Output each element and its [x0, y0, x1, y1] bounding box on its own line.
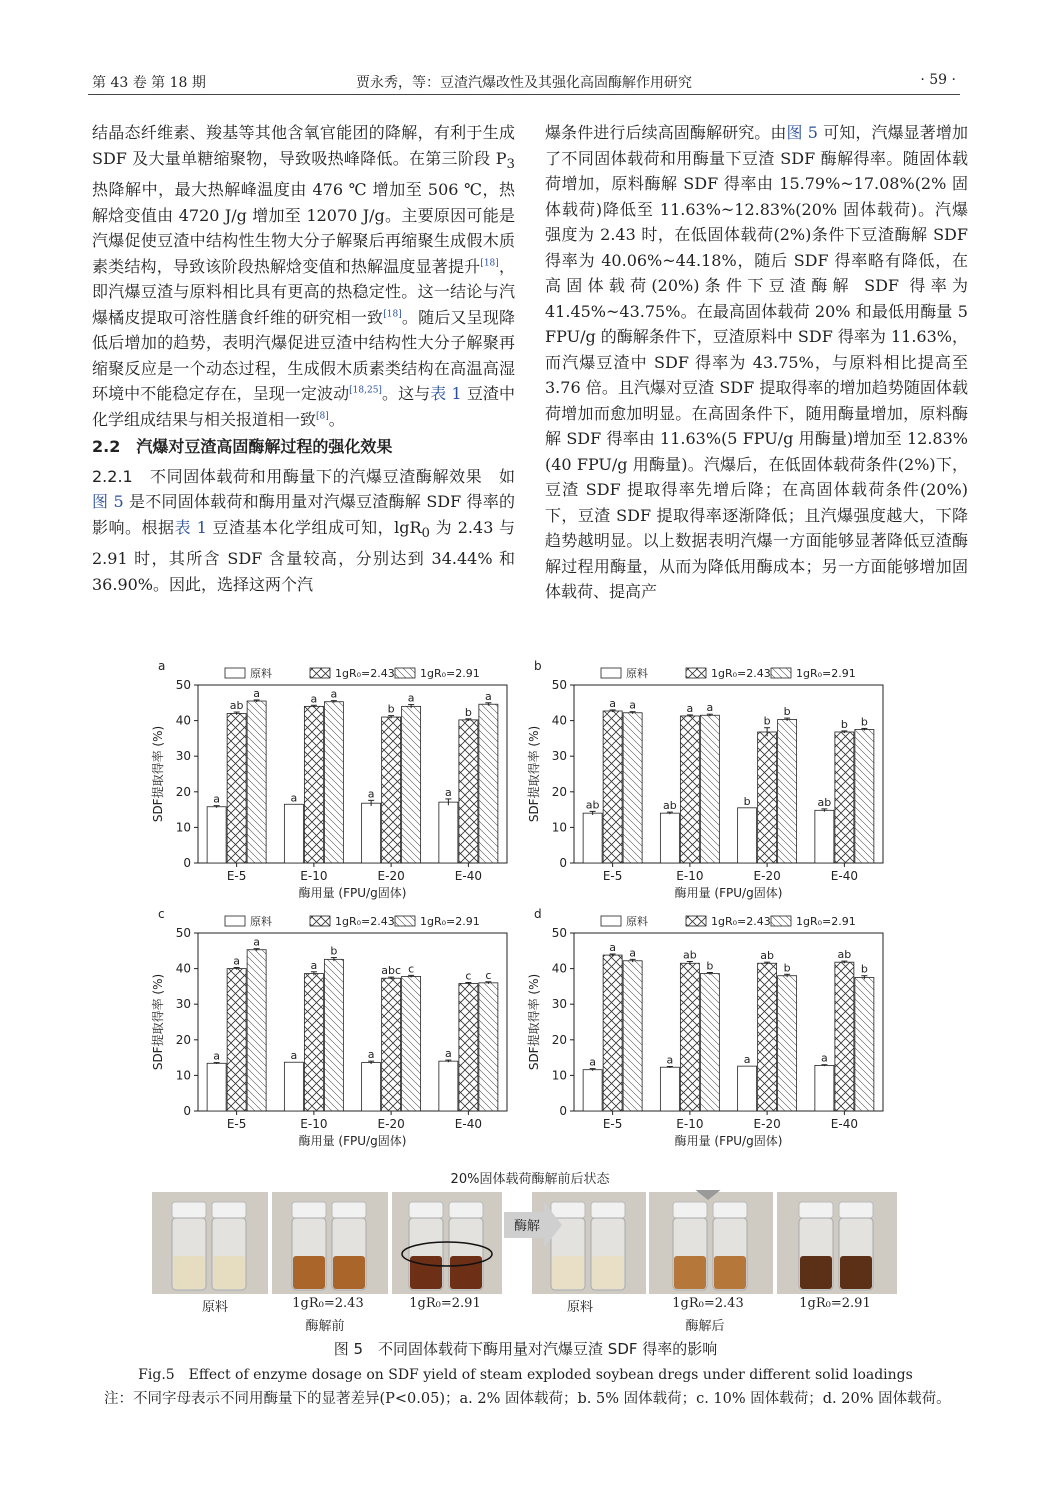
photo-label: 1gR₀=2.91 [799, 1296, 871, 1311]
bar [227, 969, 246, 1111]
vial-cap [292, 1202, 326, 1218]
bar [402, 706, 421, 863]
bar [459, 720, 478, 863]
vial-cap [551, 1202, 585, 1218]
legend-label: 1gR₀=2.91 [796, 667, 856, 680]
figure-caption: 图 5 不同固体载荷下酶用量对汽爆豆渣 SDF 得率的影响 [333, 1340, 718, 1358]
bar [479, 704, 498, 863]
significance-letter: b [840, 717, 848, 731]
y-axis-label: SDF提取得率 (%) [151, 725, 165, 823]
table-link[interactable]: 表 1 [174, 517, 207, 537]
legend-swatch [601, 916, 621, 926]
y-tick-label: 40 [551, 961, 567, 976]
bar [660, 813, 679, 863]
citation[interactable]: [18] [480, 258, 499, 269]
bar [227, 713, 246, 863]
significance-letter: a [253, 686, 260, 700]
bar [603, 955, 622, 1111]
legend-label: 原料 [250, 667, 272, 680]
y-tick-label: 30 [551, 997, 567, 1012]
bar [362, 803, 381, 863]
bar [284, 804, 303, 863]
x-tick-label: E-20 [753, 1117, 781, 1131]
y-tick-label: 10 [551, 1068, 567, 1083]
significance-letter: a [706, 701, 714, 715]
significance-letter: a [629, 946, 636, 960]
significance-letter: a [290, 791, 298, 805]
table-link[interactable]: 表 1 [430, 384, 462, 404]
y-tick-label: 10 [175, 820, 191, 835]
page-number: · 59 · [920, 72, 956, 88]
bar-chart-d [526, 908, 906, 1148]
significance-letter: b [860, 962, 868, 976]
paragraph-enzymolysis: 2.2.1 不同固体载荷和用酶量下的汽爆豆渣酶解效果 如图 5 是不同固体载荷和酶用量对汽爆豆渣酶解 SDF 得率的影响。根据表 1 豆渣基本化学组成可知，lgR$_0$ 为 2.43 与 2.91 时，其所含 SDF 含量较高，分别达到 34.44% 和 36.90%。因此，选择这两个汽 [92, 466, 515, 594]
photo-label: 1gR₀=2.91 [409, 1296, 481, 1311]
bar [402, 976, 421, 1111]
chart-panel-a [150, 660, 530, 900]
bar-chart-b [526, 660, 906, 900]
vial-slurry [213, 1256, 245, 1289]
y-tick-label: 50 [551, 678, 567, 692]
significance-letter: a [367, 787, 375, 801]
citation[interactable]: [18,25] [349, 385, 382, 396]
significance-letter: a [330, 687, 338, 701]
significance-letter: a [310, 958, 318, 972]
y-tick-label: 50 [175, 678, 191, 692]
y-axis-label: SDF提取得率 (%) [527, 973, 541, 1071]
bar [700, 715, 719, 863]
legend-swatch [225, 916, 245, 926]
significance-letter: c [465, 969, 472, 983]
y-tick-label: 0 [559, 1104, 567, 1118]
significance-letter: b [330, 944, 338, 958]
significance-letter: a [445, 785, 452, 799]
bar-chart-c [150, 908, 530, 1148]
bar [382, 978, 401, 1111]
significance-letter: ab [229, 699, 244, 713]
photo-strip-title: 20%固体载荷酶解前后状态 [450, 1172, 610, 1187]
legend-label: 1gR₀=2.43 [711, 667, 771, 680]
vial-slurry [674, 1256, 706, 1289]
x-tick-label: E-5 [602, 1117, 623, 1131]
legend-swatch [771, 916, 791, 926]
x-tick-label: E-10 [676, 1117, 704, 1131]
x-axis-label: 酶用量 (FPU/g固体) [298, 886, 407, 900]
y-tick-label: 40 [175, 961, 191, 976]
vial-cap [332, 1202, 366, 1218]
significance-letter: a [743, 1053, 751, 1067]
figure-note: 注：不同字母表示不同用酶量下的显著差异(P<0.05)；a. 2% 固体载荷；b. 5% 固体载荷；c. 10% 固体载荷；d. 20% 固体载荷。 [104, 1391, 951, 1407]
y-axis-label: SDF提取得率 (%) [151, 973, 165, 1071]
significance-letter: a [253, 935, 260, 949]
bar [603, 711, 622, 863]
x-tick-label: E-40 [830, 1117, 858, 1131]
y-tick-label: 10 [551, 820, 567, 835]
significance-letter: b [706, 959, 714, 973]
significance-letter: ab [663, 799, 677, 813]
significance-letter: c [485, 968, 492, 982]
significance-letter: b [743, 794, 751, 808]
chart-panel-b [526, 660, 906, 900]
legend-label: 1gR₀=2.43 [711, 915, 771, 928]
y-tick-label: 10 [175, 1068, 191, 1083]
legend-swatch [310, 668, 330, 678]
x-axis-label: 酶用量 (FPU/g固体) [298, 1134, 407, 1148]
x-tick-label: E-5 [226, 869, 247, 883]
vial-cap [673, 1202, 707, 1218]
vial-slurry [333, 1256, 365, 1289]
photo-strip [152, 1190, 897, 1296]
y-tick-label: 50 [175, 926, 191, 940]
group-label-after: 酶解后 [685, 1319, 725, 1334]
legend-label: 1gR₀=2.43 [335, 915, 395, 928]
legend-swatch [771, 668, 791, 678]
legend-swatch [686, 916, 706, 926]
bar [583, 813, 602, 863]
bar [738, 1066, 757, 1111]
photo-label: 原料 [201, 1300, 228, 1315]
panel-label: c [158, 907, 165, 921]
legend-label: 1gR₀=2.43 [335, 667, 395, 680]
significance-letter: a [686, 701, 694, 715]
significance-letter: ab [817, 795, 832, 809]
vial-cap [449, 1202, 483, 1218]
significance-letter: a [485, 689, 492, 703]
y-tick-label: 0 [183, 1104, 191, 1118]
significance-letter: b [387, 702, 395, 716]
significance-letter: a [290, 1049, 298, 1063]
bar [304, 974, 323, 1111]
bar [660, 1067, 679, 1111]
x-axis-label: 酶用量 (FPU/g固体) [674, 1134, 783, 1148]
vial-slurry [410, 1256, 442, 1289]
significance-letter: ab [585, 798, 600, 812]
vial-cap [212, 1202, 246, 1218]
bar [835, 732, 854, 863]
page-header [88, 66, 960, 95]
bar-chart-a [150, 660, 530, 900]
legend-label: 原料 [250, 915, 272, 928]
legend-swatch [395, 668, 415, 678]
significance-letter: a [666, 1053, 674, 1067]
running-title: 贾永秀，等：豆渣汽爆改性及其强化高固酶解作用研究 [356, 75, 692, 91]
x-tick-label: E-10 [300, 1117, 328, 1131]
bar [324, 702, 343, 863]
vial-cap [591, 1202, 625, 1218]
right-column [545, 120, 968, 605]
y-tick-label: 20 [551, 784, 567, 799]
photo-label: 1gR₀=2.43 [292, 1296, 364, 1311]
bar [815, 1065, 834, 1111]
citation[interactable]: [18] [383, 309, 402, 320]
significance-letter: a [589, 1055, 596, 1069]
vial-slurry [592, 1256, 624, 1289]
legend-swatch [225, 668, 245, 678]
y-tick-label: 30 [175, 997, 191, 1012]
legend-label: 原料 [626, 915, 648, 928]
group-label-before: 酶解前 [305, 1319, 345, 1334]
significance-letter: b [763, 714, 771, 728]
y-tick-label: 20 [175, 784, 191, 799]
bar [284, 1062, 303, 1111]
bar [459, 984, 478, 1111]
section-title: 2.2 汽爆对豆渣高固酶解过程的强化效果 [92, 437, 393, 457]
bar [680, 963, 699, 1111]
bar [680, 716, 699, 863]
figure-link[interactable]: 图 5 [92, 492, 124, 512]
vial-cap [172, 1202, 206, 1218]
bar [247, 701, 266, 863]
bar [835, 962, 854, 1111]
x-tick-label: E-40 [454, 1117, 482, 1131]
chart-panel-d [526, 908, 906, 1148]
left-column [92, 120, 515, 597]
x-tick-label: E-5 [602, 869, 623, 883]
x-tick-label: E-40 [454, 869, 482, 883]
photo-panel [777, 1192, 897, 1294]
y-tick-label: 30 [551, 749, 567, 764]
significance-letter: ab [837, 948, 852, 962]
panel-label: b [534, 659, 542, 673]
vial-slurry [450, 1256, 482, 1289]
legend-label: 1gR₀=2.91 [796, 915, 856, 928]
y-tick-label: 20 [175, 1032, 191, 1047]
y-axis-label: SDF提取得率 (%) [527, 725, 541, 823]
x-tick-label: E-10 [676, 869, 704, 883]
significance-letter: ab [683, 948, 697, 962]
bar [207, 1063, 226, 1111]
x-tick-label: E-20 [377, 1117, 405, 1131]
x-axis-label: 酶用量 (FPU/g固体) [674, 886, 783, 900]
legend-swatch [395, 916, 415, 926]
significance-letter: a [609, 941, 616, 955]
bar [324, 959, 343, 1111]
bar [778, 720, 797, 863]
bar [700, 974, 719, 1111]
y-tick-label: 0 [559, 856, 567, 870]
vial-slurry [714, 1256, 746, 1289]
panel-label: d [534, 907, 542, 921]
significance-letter: b [783, 961, 791, 975]
bar [815, 810, 834, 863]
significance-letter: a [233, 954, 240, 968]
photo-label: 1gR₀=2.43 [672, 1296, 744, 1311]
significance-letter: ab [760, 949, 774, 963]
vial-slurry [552, 1256, 584, 1289]
paragraph-thermal: 结晶态纤维素、羧基等其他含氧官能团的降解，有利于生成 SDF 及大量单糖缩聚物，导致吸热峰降低。在第三阶段 $P_3$ 热降解中，最大热解峰温度由 476 ℃ 增加至 506 ℃，热解焓变值由 4720 J/g 增加至 12070 J/g。主要原因可能是汽爆促使豆渣中结构性生物大分子解聚后再缩聚生成假木质素类结构，导致该阶段热解焓变值和热解温度显著提升[18]，即汽爆豆渣与原料相比具有更高的热稳定性。这一结论与汽爆橘皮提取可溶性膳食纤维的研究相一致[18]。随后又呈现降低后增加的趋势，表明汽爆促进豆渣中结构性大分子解聚再缩聚反应是一个动态过程，生成假木质素类结构在高温高湿环境中不能稳定存在，呈现一定波动[18,25]。这与表 1 豆渣中化学组成结果与相关报道相一致[8]。 [92, 123, 515, 429]
photo-panel [649, 1192, 773, 1294]
x-tick-label: E-20 [753, 869, 781, 883]
chart-panel-c [150, 908, 530, 1148]
vial-slurry [173, 1256, 205, 1289]
arrow-label: 酶解 [514, 1219, 541, 1234]
bar [439, 802, 458, 863]
bar [623, 713, 642, 863]
bar [439, 1061, 458, 1111]
photo-panel [532, 1192, 646, 1294]
significance-letter: a [367, 1048, 375, 1062]
photo-label: 原料 [566, 1300, 593, 1315]
significance-letter: c [408, 962, 415, 976]
vial-slurry [840, 1256, 872, 1289]
significance-letter: a [445, 1047, 452, 1061]
bar [382, 717, 401, 863]
x-tick-label: E-5 [226, 1117, 247, 1131]
y-tick-label: 20 [551, 1032, 567, 1047]
significance-letter: abc [381, 964, 402, 978]
bar [758, 963, 777, 1111]
legend-swatch [601, 668, 621, 678]
significance-letter: b [860, 715, 868, 729]
vial-cap [409, 1202, 443, 1218]
significance-letter: a [821, 1051, 828, 1065]
significance-letter: a [310, 692, 318, 706]
legend-label: 原料 [626, 667, 648, 680]
x-tick-label: E-10 [300, 869, 328, 883]
x-tick-label: E-20 [377, 869, 405, 883]
vial-slurry [293, 1256, 325, 1289]
significance-letter: a [629, 698, 636, 712]
paragraph-results: 爆条件进行后续高固酶解研究。由图 5 可知，汽爆显著增加了不同固体载荷和用酶量下豆渣 SDF 酶解得率。随固体载荷增加，原料酶解 SDF 得率由 15.79%~17.08%(2% 固体载荷)降低至 11.63%~12.83%(20% 固体载荷)。汽爆强度为 2.43 时，在低固体载荷(2%)条件下豆渣酶解 SDF 得率为 40.06%~44.18%，随后 SDF 得率略有降低，在高固体载荷(20%)条件下豆渣酶解 SDF 得率为 41.45%~43.75%。在最高固体载荷 20% 和最低用酶量 5 FPU/g 的酶解条件下，豆渣原料中 SDF 得率为 11.63%，而汽爆豆渣中 SDF 得率为 43.75%，与原料相比提高至 3.76 倍。且汽爆对豆渣 SDF 提取得率的增加趋势随固体载荷增加而愈加明显。在高固条件下，随用酶量增加，原料酶解 SDF 得率由 11.63%(5 FPU/g 用酶量)增加至 12.83%(40 FPU/g 用酶量)。汽爆后，在低固体载荷条件(2%)下，豆渣 SDF 提取得率先增后降；在高固体载荷条件(20%)下，豆渣 SDF 提取得率逐渐降低；且汽爆强度越大，下降趋势越明显。以上数据表明汽爆一方面能够显著降低豆渣酶解过程用酶量，从而为降低用酶成本；另一方面能够增加固体载荷、提高产 [545, 123, 968, 601]
significance-letter: a [407, 691, 415, 705]
bar [738, 808, 757, 863]
vial-cap [713, 1202, 747, 1218]
significance-letter: b [783, 705, 791, 719]
panel-label: a [158, 659, 166, 673]
bar [247, 950, 266, 1111]
bar [583, 1070, 602, 1111]
legend-swatch [310, 916, 330, 926]
citation[interactable]: [8] [316, 411, 329, 422]
y-tick-label: 40 [551, 713, 567, 728]
significance-letter: a [213, 1049, 220, 1063]
bar [778, 976, 797, 1111]
bar [362, 1063, 381, 1111]
subsection-title: 2.2.1 不同固体载荷和用酶量下的汽爆豆渣酶解效果 [92, 466, 483, 486]
bar [855, 978, 874, 1112]
journal-volume: 第 43 卷 第 18 期 [92, 75, 206, 91]
bar [304, 706, 323, 863]
bar [758, 732, 777, 863]
figure-caption-en: Fig.5 Effect of enzyme dosage on SDF yield of steam exploded soybean dregs under different solid loadings [138, 1367, 913, 1383]
significance-letter: a [609, 696, 616, 710]
legend-label: 1gR₀=2.91 [420, 667, 480, 680]
bar [855, 730, 874, 864]
legend-label: 1gR₀=2.91 [420, 915, 480, 928]
significance-letter: a [213, 792, 220, 806]
vial-slurry [800, 1256, 832, 1289]
vial-cap [839, 1202, 873, 1218]
photo-panel [272, 1192, 388, 1294]
y-tick-label: 50 [551, 926, 567, 940]
significance-letter: b [464, 705, 472, 719]
x-tick-label: E-40 [830, 869, 858, 883]
figure-link[interactable]: 图 5 [786, 123, 818, 142]
y-tick-label: 40 [175, 713, 191, 728]
bar [623, 961, 642, 1111]
y-tick-label: 30 [175, 749, 191, 764]
legend-swatch [686, 668, 706, 678]
vial-cap [799, 1202, 833, 1218]
photo-panel [152, 1192, 268, 1294]
bar [479, 983, 498, 1111]
bar [207, 807, 226, 863]
y-tick-label: 0 [183, 856, 191, 870]
photo-strip-svg [152, 1190, 897, 1296]
